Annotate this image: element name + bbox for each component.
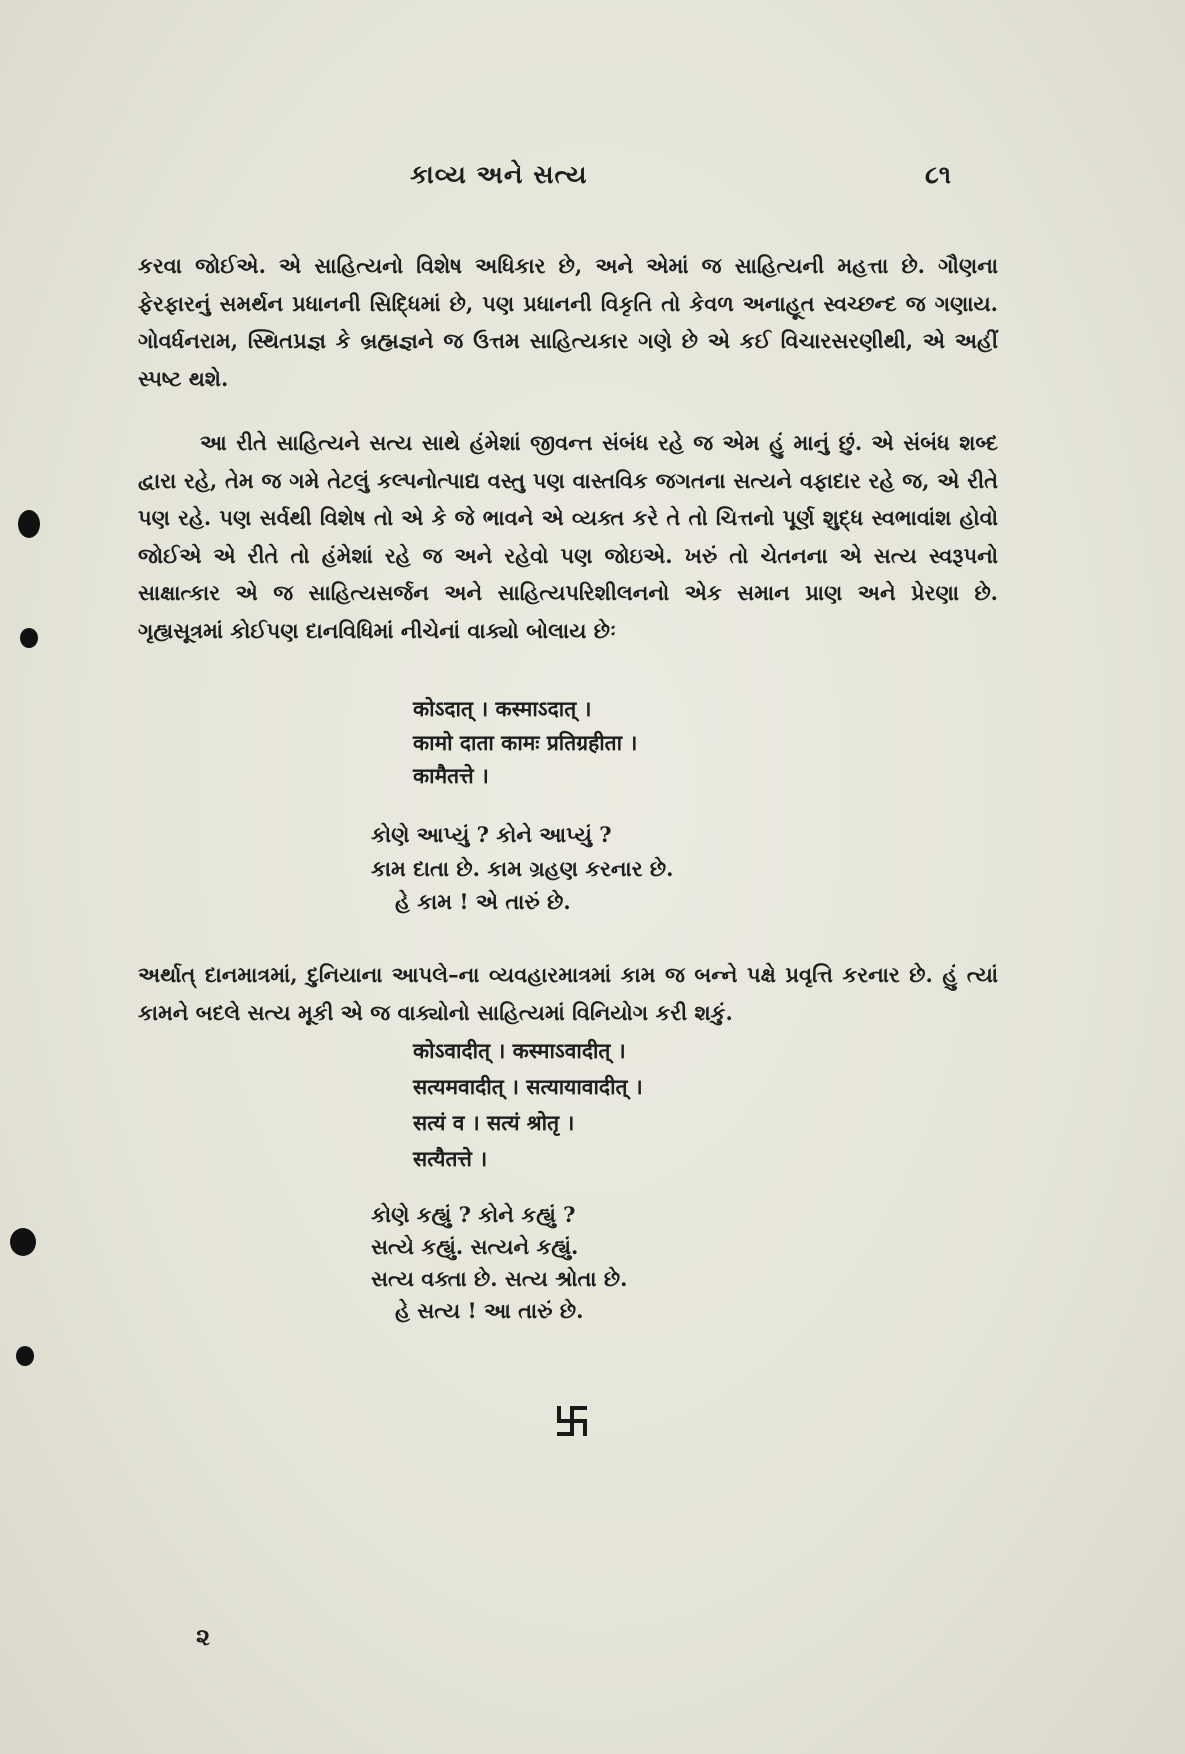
binding-hole [18,510,40,538]
binding-hole [20,628,38,648]
page-number: ૮૧ [925,160,952,189]
verse-line: હે કામ ! એ તારું છે. [395,889,571,914]
paragraph-3: અર્થાત્ દાનમાત્રમાં, દુનિયાના આપલે–ના વ્યવહારમાત્રમાં કામ જ બન્ને પક્ષે પ્રવૃત્તિ કરનાર છે. હું ત્યાં કામને બદલે સત્ય મૂકી એ જ વાક્યોનો સાહિત્યમાં વિનિયોગ કરી શકું. [138,962,998,1025]
verse-line: કામ દાતા છે. કામ ગ્રહણ કરનાર છે. [371,855,674,881]
verse-line: સત્ય વક્તા છે. સત્ય શ્રોતા છે. [371,1266,628,1291]
gujarati-verse-1 [371,818,673,919]
sanskrit-verse-1 [413,692,637,793]
paragraph-1: કરવા જોઈએ. એ સાહિત્યનો વિશેષ અધિકાર છે, અને એમાં જ સાહિત્યની મહત્તા છે. ગૌણના ફેરફારનું સમર્થન પ્રધાનની સિદ્ધિમાં છે, પણ પ્રધાનની વિકૃતિ તો કેવળ અનાહૂત સ્વચ્છન્દ જ ગણાય. ગોવર્ધનરામ, સ્થિતપ્રજ્ઞ કે બ્રહ્મજ્ઞને જ ઉત્તમ સાહિત્યકાર ગણે છે એ કઈ વિચારસરણીથી, એ અહીં સ્પષ્ટ થશે. [138,253,998,391]
verse-line: कोऽवादीत् । कस्माऽवादीत् । [413,1038,626,1063]
running-title: કાવ્ય અને સત્ય [410,160,588,189]
verse-line: कोऽदात् । कस्माऽदात् । [413,696,592,721]
verse-line: कामो दाता कामः प्रतिग्रहीता । [413,729,638,755]
verse-line: सत्यमवादीत् । सत्यायावादीत् । [413,1074,643,1099]
gujarati-verse-2 [371,1199,627,1327]
paragraph-2: આ રીતે સાહિત્યને સત્ય સાથે હંમેશાં જીવન્ત સંબંધ રહે જ એમ હું માનું છું. એ સંબંધ શબ્દ દ્વારા રહે, તેમ જ ગમે તેટલું કલ્પનોત્પાદ્ય વસ્તુ પણ વાસ્તવિક જગતના સત્યને વફાદાર રહે જ, એ રીતે પણ રહે. પણ સર્વથી વિશેષ તો એ કે જે ભાવને એ વ્યક્ત કરે તે તો ચિત્તનો પૂર્ણ શુદ્ધ સ્વભાવાંશ હોવો જોઈએ એ રીતે તો હંમેશાં રહે જ અને રહેવો પણ જોઇએ. ખરું તો ચેતનના એ સત્ય સ્વરૂપનો સાક્ષાત્કાર એ જ સાહિત્યસર્જન અને સાહિત્યપરિશીલનનો એક સમાન પ્રાણ અને પ્રેરણા છે. ગૃહ્યસૂત્રમાં કોઈપણ દાનવિધિમાં નીચેનાં વાક્યો બોલાય છેઃ [138,430,998,643]
verse-line: सत्यं व । सत्यं श्रोतृ । [413,1110,575,1135]
verse-line: હે સત્ય ! આ તારું છે. [395,1298,584,1323]
swastika-icon [556,1405,588,1437]
verse-line: सत्यैतत्ते । [413,1146,488,1171]
running-head [0,160,1185,200]
binding-hole [16,1346,34,1366]
sanskrit-verse-2 [413,1033,643,1177]
verse-line: કોણે આપ્યું ? કોને આપ્યું ? [371,822,612,847]
verse-line: कामैतत्ते । [413,763,489,788]
binding-hole [10,1228,36,1256]
verse-line: કોણે કહ્યું ? કોને કહ્યું ? [371,1202,576,1227]
verse-line: સત્યે કહ્યું. સત્યને કહ્યું. [371,1234,579,1259]
signature-mark: ૨ [196,1622,211,1651]
